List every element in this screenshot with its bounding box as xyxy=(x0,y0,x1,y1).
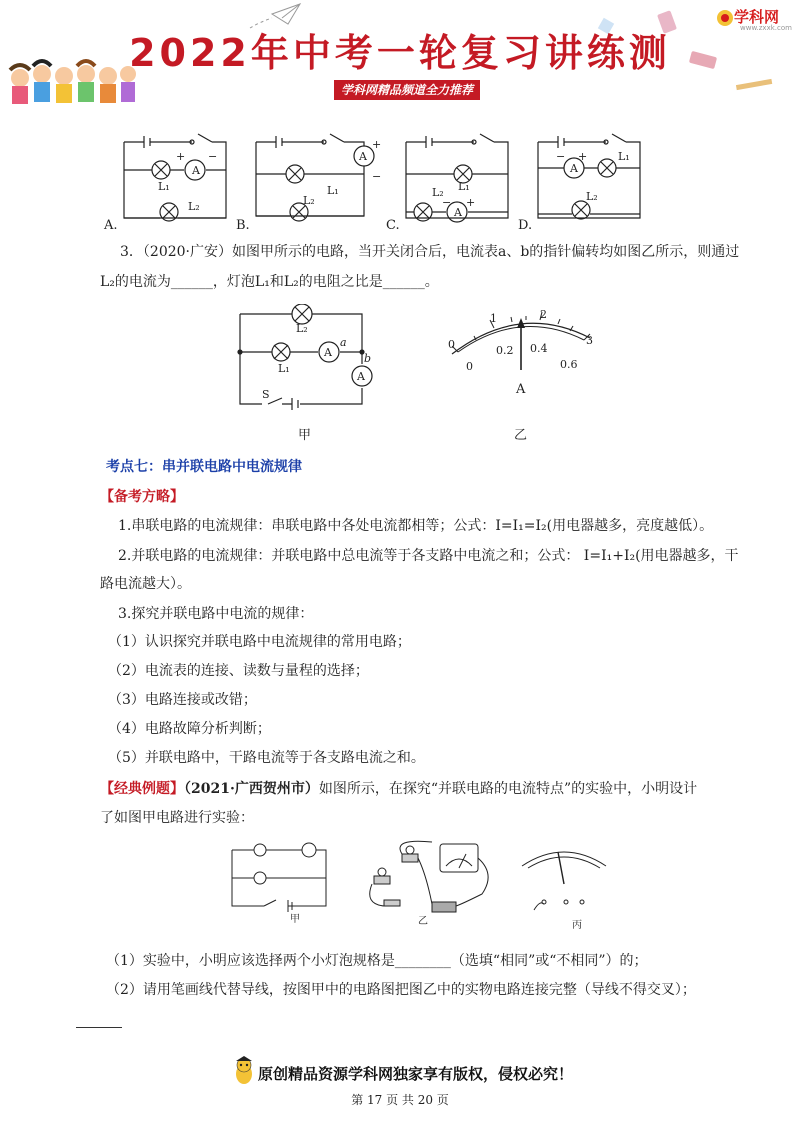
dial-bottom-02: 0.2 xyxy=(496,344,514,357)
example-fig-bing-caption: 丙 xyxy=(572,920,582,931)
list-item: （3）电路连接或改错； xyxy=(108,692,257,708)
circuit-option-a xyxy=(124,134,226,221)
list-item: （4）电路故障分析判断； xyxy=(108,721,271,737)
example-fig-jia-caption: 甲 xyxy=(290,914,300,925)
q3-s-label: S xyxy=(262,388,270,401)
header-banner: 学科网精品频道全力推荐 xyxy=(334,80,480,100)
dial-bottom-06: 0.6 xyxy=(560,358,578,371)
q3-line2: L₂的电流为______，灯泡L₁和L₂的电阻之比是______。 xyxy=(100,274,439,290)
list-item: （5）并联电路中，干路电流等于各支路电流之和。 xyxy=(108,750,425,766)
rule-explore: 3.探究并联电路中电流的规律： xyxy=(118,606,314,622)
svg-text:−: − xyxy=(556,150,566,163)
example-q1: （1）实验中，小明应该选择两个小灯泡规格是________（选填“相同”或“不相同”）的； xyxy=(106,953,648,969)
page-number: 第 17 页 共 20 页 xyxy=(351,1093,449,1107)
q3-line1: 3．（2020·广安）如图甲所示的电路，当开关闭合后，电流表a、b的指针偏转均如图乙所示，则通过 xyxy=(120,244,740,260)
svg-text:L₂: L₂ xyxy=(432,186,444,199)
rule-parallel-a: 2.并联电路的电流规律：并联电路中总电流等于各支路中电流之和；公式： I=I₁+I₂(用电器越多，干 xyxy=(118,548,739,564)
svg-text:A: A xyxy=(359,150,367,163)
example-line1 xyxy=(100,779,697,799)
option-b-label: B. xyxy=(236,218,250,233)
q3-a-label: a xyxy=(340,336,347,349)
svg-text:L₁: L₁ xyxy=(158,180,170,193)
list-item: （1）认识探究并联电路中电流规律的常用电路； xyxy=(108,634,411,650)
svg-text:−: − xyxy=(442,196,452,209)
svg-text:+: + xyxy=(176,150,186,163)
dial-top-3: 3 xyxy=(586,334,593,347)
list-item: （2）电流表的连接、读数与量程的选择； xyxy=(108,663,369,679)
q3-fig-jia-caption: 甲 xyxy=(298,428,312,443)
option-a-label: A. xyxy=(104,218,118,233)
section-title: 考点七：串并联电路中电流规律 xyxy=(106,459,302,475)
circuit-option-b xyxy=(256,134,374,221)
footer-copyright: 原创精品资源学科网独家享有版权，侵权必究！ xyxy=(258,1065,574,1083)
dial-top-2: 2 xyxy=(540,308,547,321)
svg-text:A: A xyxy=(570,162,578,175)
header-title: 2022年中考一轮复习讲练测 xyxy=(129,31,671,75)
tips-label: 【备考方略】 xyxy=(100,489,184,505)
logo-url: www.zxxk.com xyxy=(740,24,792,32)
option-c-label: C. xyxy=(386,218,400,233)
page-header xyxy=(0,0,800,118)
example-source: （2021·广西贺州市） xyxy=(184,781,319,797)
q3-l2-label: L₂ xyxy=(296,322,308,335)
svg-text:L₂: L₂ xyxy=(586,190,598,203)
svg-text:L₂: L₂ xyxy=(303,194,315,207)
example-line2: 了如图甲电路进行实验： xyxy=(100,810,254,826)
dial-top-0: 0 xyxy=(448,338,455,351)
svg-text:L₂: L₂ xyxy=(188,200,200,213)
svg-text:L₁: L₁ xyxy=(458,180,470,193)
svg-text:L₁: L₁ xyxy=(618,150,630,163)
rule-parallel-b: 路电流越大）。 xyxy=(100,576,191,592)
svg-text:+: + xyxy=(466,196,476,209)
svg-text:+: + xyxy=(578,150,588,163)
svg-text:−: − xyxy=(372,170,382,183)
circuit-option-d xyxy=(538,134,640,219)
example-circuit-yi xyxy=(362,834,502,920)
logo-text: 学科网 xyxy=(734,8,780,26)
q3-l1-label: L₁ xyxy=(278,362,290,375)
option-d-label: D. xyxy=(518,218,533,233)
svg-text:A: A xyxy=(192,164,200,177)
example-text: 如图所示，在探究“并联电路的电流特点”的实验中，小明设计 xyxy=(318,781,698,797)
svg-text:A: A xyxy=(454,206,462,219)
dial-top-1: 1 xyxy=(490,312,497,325)
dial-unit: A xyxy=(516,382,526,397)
circuit-options-figure xyxy=(100,124,660,230)
dial-bottom-0: 0 xyxy=(466,360,473,373)
q3-b-label: b xyxy=(364,352,372,365)
svg-text:+: + xyxy=(372,138,382,151)
q3-fig-yi-caption: 乙 xyxy=(514,428,528,443)
svg-text:L₁: L₁ xyxy=(327,184,339,197)
svg-text:−: − xyxy=(208,150,218,163)
example-q2: （2）请用笔画线代替导线，按图甲中的电路图把图乙中的实物电路连接完整（导线不得交叉）； xyxy=(106,982,696,998)
q3-circuit-jia xyxy=(228,304,378,416)
example-fig-yi-caption: 乙 xyxy=(418,916,428,927)
example-circuit-jia xyxy=(226,834,346,914)
ammeter-b-symbol: A xyxy=(357,370,365,383)
footnote-divider xyxy=(76,1027,122,1028)
dial-bottom-04: 0.4 xyxy=(530,342,548,355)
mascot-icon xyxy=(232,1056,256,1086)
example-ammeter-bing xyxy=(514,838,614,914)
rule-series: 1.串联电路的电流规律：串联电路中各处电流都相等；公式：I=I₁=I₂(用电器越多，亮度越低）。 xyxy=(118,518,714,534)
example-label: 【经典例题】 xyxy=(100,781,184,797)
ammeter-a-symbol: A xyxy=(324,346,332,359)
